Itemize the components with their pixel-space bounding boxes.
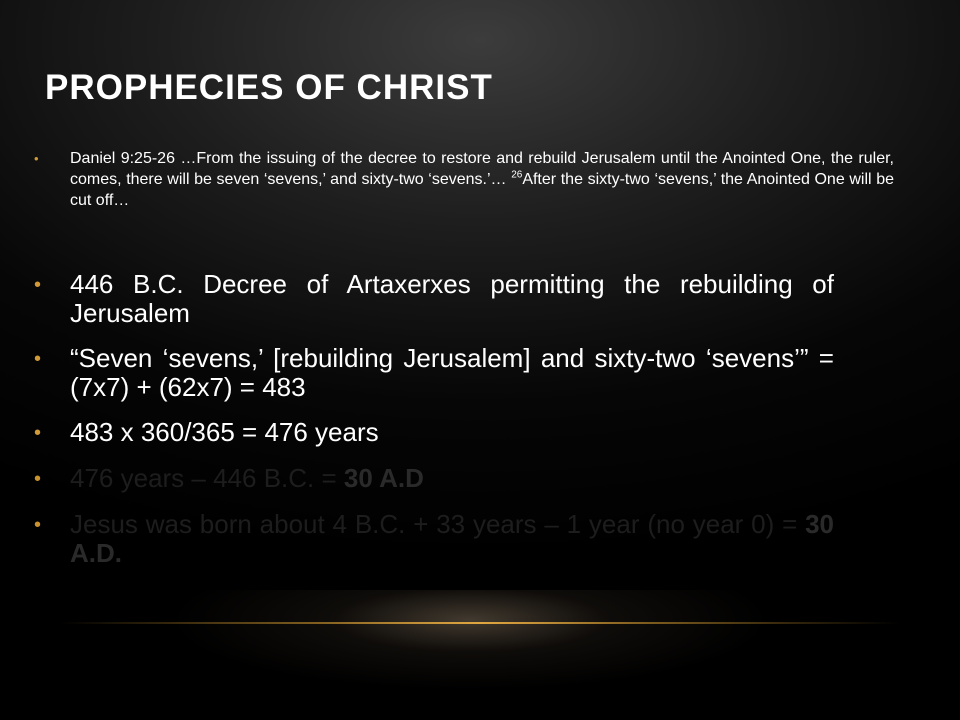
list-item	[34, 464, 834, 494]
bullet-icon: •	[34, 422, 42, 444]
point-text-body: 476 years – 446 B.C. =	[70, 463, 344, 493]
gold-divider-line	[60, 622, 900, 624]
point-text	[70, 464, 424, 494]
point-text	[70, 510, 834, 568]
verse-number: 26	[511, 169, 523, 181]
list-item	[34, 510, 834, 568]
points-list	[34, 270, 834, 584]
scripture-quote	[34, 148, 894, 211]
bullet-icon: •	[34, 468, 42, 490]
bullet-icon: •	[34, 514, 42, 536]
point-emphasis: 30 A.D.	[70, 509, 834, 568]
quote-part-1: Daniel 9:25-26 …From the issuing of the decree to restore and rebuild Jerusalem until the Anointed One, the ruler, comes, there will be seven ‘sevens,’ and sixty-two ‘sevens.’…	[70, 150, 894, 188]
list-item	[34, 344, 834, 402]
list-item	[34, 418, 834, 448]
bullet-icon: •	[34, 348, 42, 370]
point-text-body: Jesus was born about 4 B.C. + 33 years – 1 year (no year 0) =	[70, 509, 806, 539]
point-emphasis: 30 A.D	[343, 463, 424, 493]
bullet-icon: •	[34, 151, 39, 166]
quote-part-2: After the sixty-two ‘sevens,’ the Anointed One will be cut off…	[70, 171, 894, 209]
point-text: “Seven ‘sevens,’ [rebuilding Jerusalem] and sixty-two ‘sevens’” = (7x7) + (62x7) = 483	[70, 343, 834, 402]
bullet-icon: •	[34, 274, 42, 296]
point-text: 483 x 360/365 = 476 years	[70, 417, 379, 447]
slide-title: PROPHECIES OF CHRIST	[45, 68, 493, 107]
bottom-glow	[0, 590, 960, 720]
point-text: 446 B.C. Decree of Artaxerxes permitting the rebuilding of Jerusalem	[70, 269, 834, 328]
list-item	[34, 270, 834, 328]
quote-text	[70, 148, 894, 211]
